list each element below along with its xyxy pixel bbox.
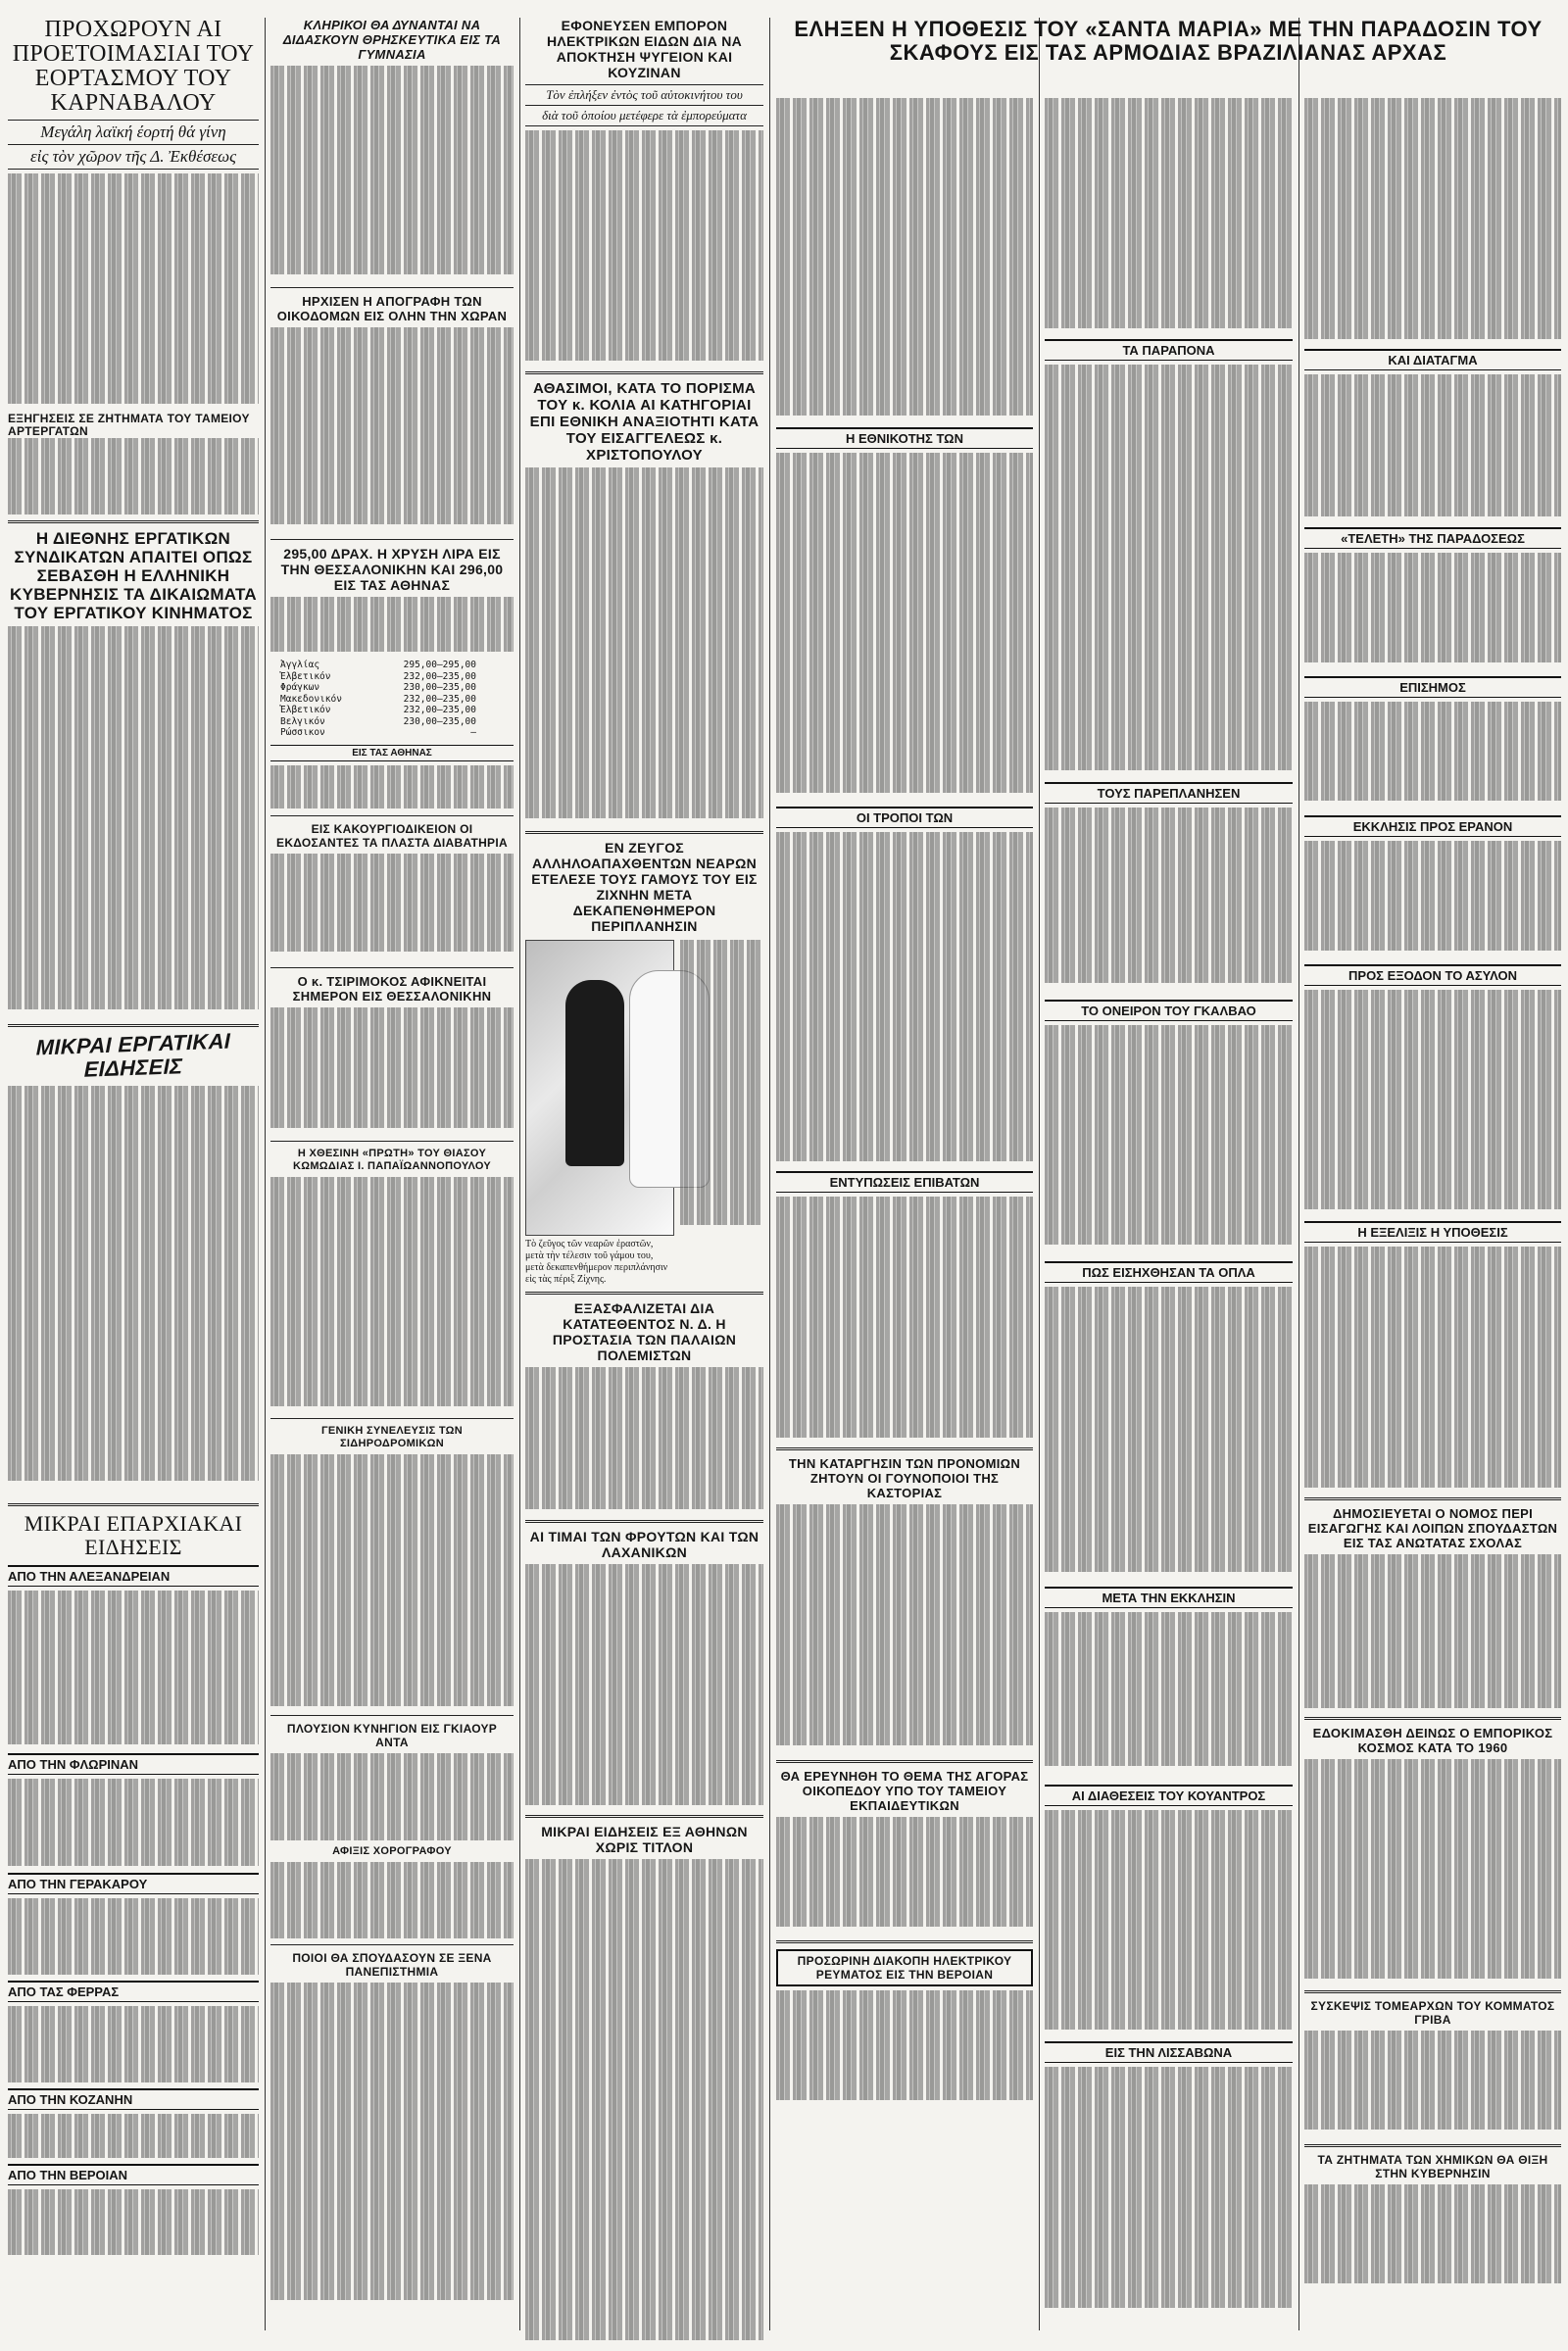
headline-carnival: ΠΡΟΧΩΡΟΥΝ ΑΙ ΠΡΟΕΤΟΙΜΑΣΙΑΙ ΤΟΥ ΕΟΡΤΑΣΜΟΥ ΤΟΥ ΚΑΡΝΑΒΑΛΟΥ bbox=[12, 18, 255, 116]
article-body-weapons bbox=[1045, 1287, 1293, 1581]
section-kozani: ΑΠΟ ΤΗΝ ΚΟΖΑΝΗΝ bbox=[8, 2088, 259, 2110]
article-body-ferres bbox=[8, 2006, 259, 2082]
gold-row: Ρώσσικον — bbox=[280, 727, 476, 738]
headline-grivas-party: ΣΥΣΚΕΨΙΣ ΤΟΜΕΑΡΧΩΝ ΤΟΥ ΚΟΜΜΑΤΟΣ ΓΡΙΒΑ bbox=[1310, 1999, 1555, 2027]
article-body-asylum bbox=[1304, 990, 1561, 1215]
gold-row: Μακεδονικόν 232,00—235,00 bbox=[280, 693, 476, 705]
article-body-power-cut bbox=[776, 1990, 1033, 2108]
article-body-commerce bbox=[1304, 1759, 1561, 1984]
headline-provincial-news: ΜΙΚΡΑΙ ΕΠΑΡΧΙΑΚΑΙ ΕΙΔΗΣΕΙΣ bbox=[24, 1510, 243, 1559]
gold-row: Ἐλβετικόν 232,00—235,00 bbox=[280, 670, 476, 682]
article-body-choreographer bbox=[270, 1862, 514, 1938]
article-body-university bbox=[1304, 1554, 1561, 1711]
section-athens: ΕΙΣ ΤΑΣ ΑΘΗΝΑΣ bbox=[270, 745, 514, 761]
article-body-complaints bbox=[1045, 365, 1293, 776]
article-body-unions bbox=[8, 626, 259, 1018]
column-3 bbox=[525, 18, 763, 2340]
article-body-alexandreia bbox=[8, 1591, 259, 1747]
article-body-lisbon bbox=[1045, 2067, 1293, 2312]
article-body-athens-brief bbox=[525, 1859, 763, 2340]
gold-row: Ἐλβετικόν 232,00—235,00 bbox=[280, 705, 476, 715]
section-veroia: ΑΠΟ ΤΗΝ ΒΕΡΟΙΑΝ bbox=[8, 2164, 259, 2185]
article-body-kolias-report bbox=[525, 467, 763, 825]
headline-teachers-fund: ΘΑ ΕΡΕΥΝΗΘΗ ΤΟ ΘΕΜΑ ΤΗΣ ΑΓΟΡΑΣ ΟΙΚΟΠΕΔΟΥ ΥΠΟ ΤΟΥ ΤΑΜΕΙΟΥ ΕΚΠΑΙΔΕΥΤΙΚΩΝ bbox=[780, 1769, 1029, 1813]
article-body-fruit-prices bbox=[525, 1564, 763, 1809]
column-rule bbox=[1298, 18, 1299, 2330]
article-body-worker-news bbox=[8, 1086, 259, 1497]
headline-fruit-prices: ΑΙ ΤΙΜΑΙ ΤΩΝ ΦΡΟΥΤΩΝ ΚΑΙ ΤΩΝ ΛΑΧΑΝΙΚΩΝ bbox=[529, 1529, 760, 1560]
article-body-artergaton bbox=[8, 438, 259, 514]
photo-caption: Τὸ ζεῦγος τῶν νεαρῶν ἐραστῶν, μετὰ τὴν τέλεσιν τοῦ γάμου του, μετὰ δεκαπενθήμερον περιπλάνησιν εἰς τὰς πέριξ Ζίχνης. bbox=[525, 1239, 668, 1285]
article-body-decree bbox=[1304, 374, 1561, 521]
section-official: ΕΠΙΣΗΜΟΣ bbox=[1304, 676, 1561, 698]
article-body-fundraising bbox=[1304, 841, 1561, 958]
headline-tsirimokos: Ο κ. ΤΣΙΡΙΜΟΚΟΣ ΑΦΙΚΝΕΙΤΑΙ ΣΗΜΕΡΟΝ ΕΙΣ ΘΕΣΣΑΛΟΝΙΚΗΝ bbox=[292, 973, 492, 1004]
article-body-chemists bbox=[1304, 2184, 1561, 2292]
headline-choreographer: ΑΦΙΞΙΣ ΧΟΡΟΓΡΑΦΟΥ bbox=[332, 1844, 452, 1857]
column-rule bbox=[265, 18, 266, 2330]
article-body-santa-maria-cont bbox=[1045, 98, 1293, 333]
gold-price-table bbox=[280, 660, 476, 739]
article-body-railway bbox=[270, 1454, 514, 1709]
section-florina: ΑΠΟ ΤΗΝ ΦΛΩΡΙΝΑΝ bbox=[8, 1753, 259, 1775]
section-passenger-impressions: ΕΝΤΥΠΩΣΕΙΣ ΕΠΙΒΑΤΩΝ bbox=[776, 1171, 1033, 1193]
section-alexandreia: ΑΠΟ ΤΗΝ ΑΛΕΞΑΝΔΡΕΙΑΝ bbox=[8, 1565, 259, 1587]
headline-chemists: ΤΑ ΖΗΤΗΜΑΤΑ ΤΩΝ ΧΗΜΙΚΩΝ ΘΑ ΘΙΞΗ ΣΤΗΝ ΚΥΒΕΡΝΗΣΙΝ bbox=[1317, 2153, 1548, 2180]
article-body-veroia bbox=[8, 2189, 259, 2258]
article-body-misled bbox=[1045, 808, 1293, 994]
section-quadros: ΑΙ ΔΙΑΘΕΣΕΙΣ ΤΟΥ ΚΟΥΑΝΤΡΟΣ bbox=[1045, 1785, 1293, 1806]
article-body-after-appeal bbox=[1045, 1612, 1293, 1779]
article-body-hunting bbox=[270, 1753, 514, 1841]
headline-passports: ΕΙΣ ΚΑΚΟΥΡΓΙΟΔΙΚΕΙΟΝ ΟΙ ΕΚΔΟΣΑΝΤΕΣ ΤΑ ΠΛΑΣΤΑ ΔΙΑΒΑΤΗΡΙΑ bbox=[276, 821, 508, 850]
article-body-development bbox=[1304, 1247, 1561, 1492]
gold-row: Φράγκων 230,00—235,00 bbox=[280, 682, 476, 693]
article-body-furriers bbox=[776, 1504, 1033, 1754]
subhead-murder-1: Τὸν ἐπλήξεν ἐντὸς τοῦ αὐτοκινήτου του bbox=[525, 84, 763, 106]
headline-athens-brief: ΜΙΚΡΑΙ ΕΙΔΗΣΕΙΣ ΕΞ ΑΘΗΝΩΝ ΧΩΡΙΣ ΤΙΤΛΟΝ bbox=[541, 1824, 748, 1855]
column-rule bbox=[1039, 18, 1040, 2330]
article-body-handover bbox=[1304, 553, 1561, 670]
headline-census: ΗΡΧΙΣΕΝ Η ΑΠΟΓΡΑΦΗ ΤΩΝ ΟΙΚΟΔΟΜΩΝ ΕΙΣ ΟΛΗΝ ΤΗΝ ΧΩΡΑΝ bbox=[276, 294, 508, 323]
column-1 bbox=[8, 18, 259, 2340]
section-gerakarou: ΑΠΟ ΤΗΝ ΓΕΡΑΚΑΡΟΥ bbox=[8, 1873, 259, 1894]
groom-figure bbox=[565, 980, 624, 1166]
column-5 bbox=[1045, 98, 1293, 2332]
headline-furriers: ΤΗΝ ΚΑΤΑΡΓΗΣΙΝ ΤΩΝ ΠΡΟΝΟΜΙΩΝ ΖΗΤΟΥΝ ΟΙ ΓΟΥΝΟΠΟΙΟΙ ΤΗΣ ΚΑΣΤΟΡΙΑΣ bbox=[788, 1456, 1021, 1500]
article-body-santa-maria-cont2 bbox=[1304, 98, 1561, 343]
article-body-nationality bbox=[776, 453, 1033, 801]
article-body-gold bbox=[270, 597, 514, 656]
article-body-manners bbox=[776, 832, 1033, 1165]
section-fundraising: ΕΚΚΛΗΣΙΣ ΠΡΟΣ ΕΡΑΝΟΝ bbox=[1304, 815, 1561, 837]
section-asylum: ΠΡΟΣ ΕΞΟΔΟΝ ΤΟ ΑΣΥΛΟΝ bbox=[1304, 964, 1561, 986]
subhead-carnival-1: Μεγάλη λαϊκή έορτή θά γίνη bbox=[8, 120, 259, 145]
headline-railway: ΓΕΝΙΚΗ ΣΥΝΕΛΕΥΣΙΣ ΤΩΝ ΣΙΔΗΡΟΔΡΟΜΙΚΩΝ bbox=[320, 1424, 464, 1449]
article-body-galvao-dream bbox=[1045, 1025, 1293, 1255]
article-body-census bbox=[270, 327, 514, 533]
article-body-quadros bbox=[1045, 1810, 1293, 2035]
section-galvao-dream: ΤΟ ΟΝΕΙΡΟΝ ΤΟΥ ΓΚΑΛΒΑΟ bbox=[1045, 1000, 1293, 1021]
section-misled: ΤΟΥΣ ΠΑΡΕΠΛΑΝΗΣΕΝ bbox=[1045, 782, 1293, 804]
section-complaints: ΤΑ ΠΑΡΑΠΟΝΑ bbox=[1045, 339, 1293, 361]
article-body-carnival bbox=[8, 173, 259, 409]
article-body-kozani bbox=[8, 2114, 259, 2158]
article-body-tsirimokos bbox=[270, 1007, 514, 1135]
headline-university-admissions: ΔΗΜΟΣΙΕΥΕΤΑΙ Ο ΝΟΜΟΣ ΠΕΡΙ ΕΙΣΑΓΩΓΗΣ ΚΑΙ ΛΟΙΠΩΝ ΣΠΟΥΔΑΣΤΩΝ ΕΙΣ ΤΑΣ ΑΝΩΤΑΤΑΣ ΣΧΟΛΑΣ bbox=[1307, 1506, 1558, 1550]
section-nationality: Η ΕΘΝΙΚΟΤΗΣ ΤΩΝ bbox=[776, 427, 1033, 449]
section-handover-ceremony: «ΤΕΛΕΤΗ» ΤΗΣ ΠΑΡΑΔΟΣΕΩΣ bbox=[1304, 527, 1561, 549]
article-body-murder bbox=[525, 130, 763, 366]
headline-santa-maria: ΕΛΗΞΕΝ Η ΥΠΟΘΕΣΙΣ ΤΟΥ «ΣΑΝΤΑ ΜΑΡΙΑ» ΜΕ ΤΗΝ ΠΑΡΑΔΟΣΙΝ ΤΟΥ ΣΚΑΦΟΥΣ ΕΙΣ ΤΑΣ ΑΡΜΟΔΙΑΣ ΒΡΑΖΙΛΙΑΝΑΣ ΑΡΧΑΣ bbox=[794, 18, 1543, 65]
article-body-clergy bbox=[270, 66, 514, 281]
section-ferres: ΑΠΟ ΤΑΣ ΦΕΡΡΑΣ bbox=[8, 1981, 259, 2002]
column-4 bbox=[776, 98, 1033, 2332]
headline-unions: Η ΔΙΕΘΝΗΣ ΕΡΓΑΤΙΚΩΝ ΣΥΝΔΙΚΑΤΩΝ ΑΠΑΙΤΕΙ ΟΠΩΣ ΣΕΒΑΣΘΗ Η ΕΛΛΗΝΙΚΗ ΚΥΒΕΡΝΗΣΙΣ ΤΑ ΔΙΚΑΙΩΜΑΤΑ ΤΟΥ ΕΡΓΑΤΙΚΟΥ ΚΙΝΗΜΑΤΟΣ bbox=[10, 528, 257, 622]
headline-gold-price: 295,00 ΔΡΑΧ. Η ΧΡΥΣΗ ΛΙΡΑ ΕΙΣ ΤΗΝ ΘΕΣΣΑΛΟΝΙΚΗΝ ΚΑΙ 296,00 ΕΙΣ ΤΑΣ ΑΘΗΝΑΣ bbox=[280, 546, 504, 593]
section-lisbon: ΕΙΣ ΤΗΝ ΛΙΣΣΑΒΩΝΑ bbox=[1045, 2041, 1293, 2063]
article-body-gerakarou bbox=[8, 1898, 259, 1975]
article-body-passports bbox=[270, 854, 514, 961]
article-body-comedy-troupe bbox=[270, 1177, 514, 1412]
headline-commerce-1960: ΕΔΟΚΙΜΑΣΘΗ ΔΕΙΝΩΣ Ο ΕΜΠΟΡΙΚΟΣ ΚΟΣΜΟΣ ΚΑΤΑ ΤΟ 1960 bbox=[1312, 1726, 1553, 1755]
article-body-study-abroad bbox=[270, 1983, 514, 2306]
article-body-grivas bbox=[1304, 2031, 1561, 2138]
section-development: Η ΕΞΕΛΙΞΙΣ Η ΥΠΟΘΕΣΙΣ bbox=[1304, 1221, 1561, 1243]
column-6 bbox=[1304, 98, 1561, 2332]
article-body-couple bbox=[680, 940, 763, 1234]
article-body-veterans bbox=[525, 1367, 763, 1514]
headline-worker-news: ΜΙΚΡΑΙ ΕΡΓΑΤΙΚΑΙ ΕΙΔΗΣΕΙΣ bbox=[35, 1028, 231, 1082]
headline-hunting: ΠΛΟΥΣΙΟΝ ΚΥΝΗΓΙΟΝ ΕΙΣ ΓΚΙΑΟΥΡ ΑΝΤΑ bbox=[286, 1721, 498, 1749]
headline-clergy: ΚΛΗΡΙΚΟΙ ΘΑ ΔΥΝΑΝΤΑΙ ΝΑ ΔΙΔΑΣΚΟΥΝ ΘΡΗΣΚΕΥΤΙΚΑ ΕΙΣ ΤΑ ΓΥΜΝΑΣΙΑ bbox=[282, 18, 502, 62]
article-body-official bbox=[1304, 702, 1561, 809]
article-body-teachers-fund bbox=[776, 1817, 1033, 1935]
headline-comedy-troupe: Η ΧΘΕΣΙΝΗ «ΠΡΩΤΗ» ΤΟΥ ΘΙΑΣΟΥ ΚΩΜΩΔΙΑΣ Ι. ΠΑΠΑΪΩΑΝΝΟΠΟΥΛΟΥ bbox=[292, 1147, 492, 1172]
column-rule bbox=[769, 18, 770, 2330]
section-manners: ΟΙ ΤΡΟΠΟΙ ΤΩΝ bbox=[776, 807, 1033, 828]
headline-artergaton: ΕΞΗΓΗΣΕΙΣ ΣΕ ΖΗΤΗΜΑΤΑ ΤΟΥ ΤΑΜΕΙΟΥ ΑΡΤΕΡΓΑΤΩΝ bbox=[8, 412, 250, 438]
wedding-photo bbox=[525, 940, 674, 1236]
article-body-passengers bbox=[776, 1197, 1033, 1442]
article-body-santa-maria bbox=[776, 98, 1033, 421]
article-body-florina bbox=[8, 1779, 259, 1867]
gold-row: Βελγικόν 230,00—235,00 bbox=[280, 715, 476, 727]
headline-veterans: ΕΞΑΣΦΑΛΙΖΕΤΑΙ ΔΙΑ ΚΑΤΑΤΕΘΕΝΤΟΣ Ν. Δ. Η ΠΡΟΣΤΑΣΙΑ ΤΩΝ ΠΑΛΑΙΩΝ ΠΟΛΕΜΙΣΤΩΝ bbox=[552, 1300, 737, 1363]
headline-power-cut: ΠΡΟΣΩΡΙΝΗ ΔΙΑΚΟΠΗ ΗΛΕΚΤΡΙΚΟΥ ΡΕΥΜΑΤΟΣ ΕΙΣ ΤΗΝ ΒΕΡΟΙΑΝ bbox=[776, 1949, 1033, 1986]
article-body-athens-gold bbox=[270, 765, 514, 809]
subhead-carnival-2: εἰς τὸν χῶρον τῆς Δ. Ἐκθέσεως bbox=[8, 145, 259, 170]
column-rule bbox=[519, 18, 520, 2330]
subhead-murder-2: διὰ τοῦ ὁποίου μετέφερε τὰ ἐμπορεύματα bbox=[525, 106, 763, 126]
column-2 bbox=[270, 18, 514, 2340]
headline-murder: ΕΦΟΝΕΥΣΕΝ ΕΜΠΟΡΟΝ ΗΛΕΚΤΡΙΚΩΝ ΕΙΔΩΝ ΔΙΑ ΝΑ ΑΠΟΚΤΗΣΗ ΨΥΓΕΙΟΝ ΚΑΙ ΚΟΥΖΙΝΑΝ bbox=[546, 18, 743, 80]
headline-study-abroad: ΠΟΙΟΙ ΘΑ ΣΠΟΥΔΑΣΟΥΝ ΣΕ ΞΕΝΑ ΠΑΝΕΠΙΣΤΗΜΙΑ bbox=[292, 1950, 492, 1979]
section-decree: ΚΑΙ ΔΙΑΤΑΓΜΑ bbox=[1304, 349, 1561, 370]
section-weapons: ΠΩΣ ΕΙΣΗΧΘΗΣΑΝ ΤΑ ΟΠΛΑ bbox=[1045, 1261, 1293, 1283]
gold-row: Ἀγγλίας 295,00—295,00 bbox=[280, 660, 476, 670]
headline-couple: ΕΝ ΖΕΥΓΟΣ ΑΛΛΗΛΟΑΠΑΧΘΕΝΤΩΝ ΝΕΑΡΩΝ ΕΤΕΛΕΣΕ ΤΟΥΣ ΓΑΜΟΥΣ ΤΟΥ ΕΙΣ ΖΙΧΝΗΝ ΜΕΤΑ ΔΕΚΑΠΕΝΘΗΜΕΡΟΝ ΠΕΡΙΠΛΑΝΗΣΙΝ bbox=[531, 840, 758, 934]
headline-kolias-report: ΑΘΑΣΙΜΟΙ, ΚΑΤΑ ΤΟ ΠΟΡΙΣΜΑ ΤΟΥ κ. ΚΟΛΙΑ ΑΙ ΚΑΤΗΓΟΡΙΑΙ ΕΠΙ ΕΘΝΙΚΗ ΑΝΑΞΙΟΤΗΤΙ ΚΑΤΑ ΤΟΥ ΕΙΣΑΓΓΕΛΕΩΣ κ. ΧΡΙΣΤΟΠΟΥΛΟΥ bbox=[529, 380, 760, 464]
section-after-appeal: ΜΕΤΑ ΤΗΝ ΕΚΚΛΗΣΙΝ bbox=[1045, 1587, 1293, 1608]
